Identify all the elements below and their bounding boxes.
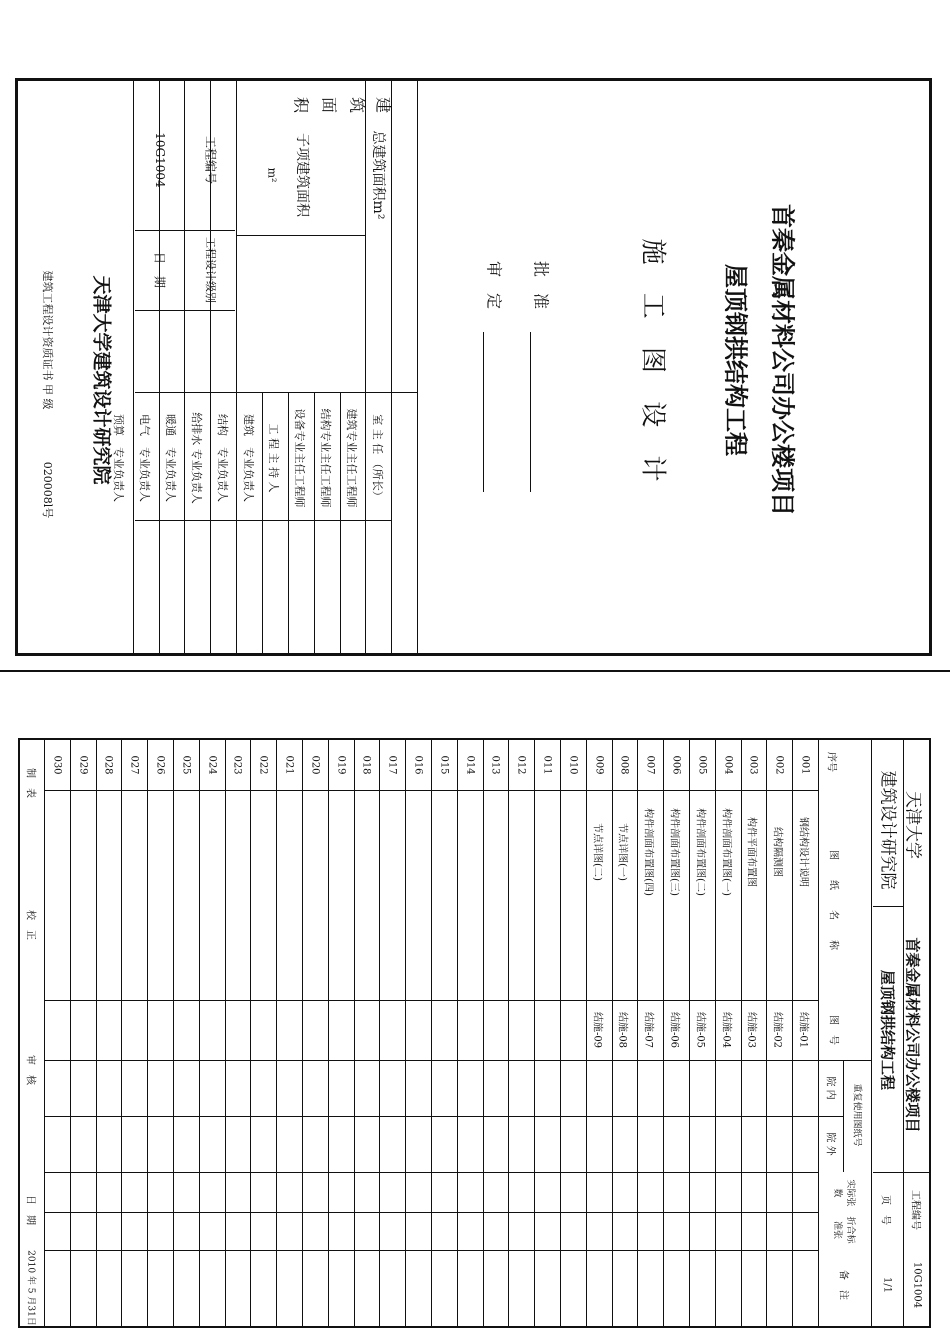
cell-seq: 029 <box>77 755 89 775</box>
cell-seq: 028 <box>102 755 114 775</box>
review-label: 审 定 <box>484 260 504 310</box>
project-no-value: 10G1004 <box>153 132 167 188</box>
certificate-no: 020008l号 <box>41 461 54 519</box>
role-label: 建筑 专业负责人 <box>241 413 255 502</box>
head-out: 院 外 <box>824 1132 836 1156</box>
head-actual: 实际张数 <box>832 1179 855 1207</box>
index-project-no: 10G1004 <box>911 1261 923 1309</box>
cell-seq: 004 <box>722 755 734 775</box>
footer-maker: 制 表 <box>24 768 36 798</box>
cell-seq: 030 <box>51 755 63 775</box>
role-label: 室 主 任 （所长） <box>371 413 385 502</box>
head-seq: 序号 <box>825 752 837 772</box>
index-page-label: 页 号 <box>879 1195 891 1225</box>
design-level-label: 工程设计级别 <box>204 237 217 303</box>
footer-date: 日 期 <box>24 1195 36 1225</box>
footer-date-value: 2010 年 5 月31日 <box>25 1250 36 1326</box>
cell-seq: 013 <box>489 755 501 775</box>
head-name: 图 纸 名 称 <box>827 850 839 950</box>
cell-seq: 027 <box>128 755 140 775</box>
cover-stage: 施 工 图 设 计 <box>637 238 668 492</box>
role-label: 工 程 主 持 人 <box>267 423 281 492</box>
cell-no: 结施-02 <box>771 1011 783 1049</box>
area-label-1: 建 <box>373 96 393 114</box>
cell-seq: 019 <box>335 755 347 775</box>
role-label: 结构专业主任工程师 <box>319 408 333 507</box>
footer-check: 校 正 <box>24 910 36 940</box>
cell-name: 节点详图(一) <box>616 823 628 881</box>
head-no: 图 号 <box>827 1015 839 1045</box>
cell-seq: 003 <box>747 755 759 775</box>
role-label: 建筑专业主任工程师 <box>345 408 359 507</box>
cell-seq: 010 <box>567 755 579 775</box>
role-label: 电气 专业负责人 <box>137 413 151 502</box>
cell-seq: 008 <box>618 755 630 775</box>
cell-no: 结施-09 <box>591 1011 603 1049</box>
area-label-3: 面 <box>319 96 339 114</box>
index-project-subtitle: 屋顶钢拱结构工程 <box>878 969 897 1091</box>
head-reuse: 重复使用图纸号 <box>851 1083 862 1147</box>
role-label: 预算 专业负责人 <box>112 413 126 502</box>
cell-seq: 016 <box>412 755 424 775</box>
index-project-no-label: 工程编号 <box>909 1190 921 1230</box>
head-fold: 折合标准张 <box>832 1216 855 1244</box>
project-no-label: 工程编号 <box>203 135 218 185</box>
index-institute-2: 建筑设计研究院 <box>877 770 898 890</box>
head-note: 备 注 <box>837 1270 849 1300</box>
approve-label: 批 准 <box>531 260 551 310</box>
approve-line <box>530 332 531 492</box>
cell-seq: 015 <box>438 755 450 775</box>
cell-seq: 009 <box>593 755 605 775</box>
cell-seq: 014 <box>464 755 476 775</box>
cell-seq: 006 <box>670 755 682 775</box>
cell-seq: 025 <box>180 755 192 775</box>
total-area-label: 总建筑面积m² <box>370 130 386 220</box>
cell-seq: 024 <box>206 755 218 775</box>
cell-name: 构件剖面布置图(三) <box>668 808 680 896</box>
role-label: 结构 专业负责人 <box>215 413 229 502</box>
cell-seq: 001 <box>799 755 811 775</box>
cell-name: 钢结构设计说明 <box>797 817 809 887</box>
cover-institute: 天津大学建筑设计研究院 <box>90 275 113 485</box>
cell-name: 构件剖面布置图(二) <box>694 808 706 896</box>
cell-seq: 012 <box>515 755 527 775</box>
cell-seq: 011 <box>541 755 553 775</box>
cell-no: 结施-06 <box>668 1011 680 1049</box>
cell-no: 结施-04 <box>720 1011 732 1049</box>
review-line <box>483 332 484 492</box>
date-label: 日 期 <box>152 251 167 289</box>
cell-seq: 022 <box>257 755 269 775</box>
cell-seq: 023 <box>231 755 243 775</box>
role-label: 给排水 专业负责人 <box>189 411 203 504</box>
cell-no: 结施-08 <box>616 1011 628 1049</box>
cell-seq: 017 <box>386 755 398 775</box>
page-separator <box>0 670 950 672</box>
index-project-title: 首秦金属材料公司办公楼项目 <box>903 937 922 1133</box>
cover-project-subtitle: 屋顶钢拱结构工程 <box>721 264 750 456</box>
cell-seq: 021 <box>283 755 295 775</box>
cell-name: 构件平面布置图 <box>745 817 757 887</box>
index-page-value: 1/1 <box>881 1276 893 1294</box>
cell-no: 结施-03 <box>745 1011 757 1049</box>
cell-name: 构件剖面布置图(一) <box>720 808 732 896</box>
cell-no: 结施-07 <box>642 1011 654 1049</box>
cell-seq: 002 <box>773 755 785 775</box>
cell-name: 构件剖面布置图(四) <box>642 808 654 896</box>
cell-seq: 026 <box>154 755 166 775</box>
certificate-text: 建筑工程设计资质证书 甲 级 <box>41 270 54 410</box>
head-in: 院 内 <box>824 1076 836 1100</box>
cell-no: 结施-05 <box>694 1011 706 1049</box>
cover-divider <box>133 80 134 654</box>
sub-area-unit: m² <box>265 167 279 183</box>
cell-seq: 020 <box>309 755 321 775</box>
cell-name: 节点详图(二) <box>591 823 603 881</box>
cell-seq: 007 <box>644 755 656 775</box>
sub-area-label: 子项建筑面积 <box>294 133 310 217</box>
role-label: 设备专业主任工程师 <box>293 408 307 507</box>
cell-name: 结构隔测图 <box>771 827 783 877</box>
area-label-2: 筑 <box>347 96 367 114</box>
cover-project-title: 首秦金属材料公司办公楼项目 <box>768 204 797 516</box>
index-institute-1: 天津大学 <box>902 791 923 859</box>
area-label-4: 积 <box>291 96 311 114</box>
cell-seq: 005 <box>696 755 708 775</box>
cell-no: 结施-01 <box>797 1011 809 1049</box>
footer-review: 审 核 <box>24 1055 36 1085</box>
cell-seq: 018 <box>360 755 372 775</box>
role-label: 暖通 专业负责人 <box>163 413 177 502</box>
